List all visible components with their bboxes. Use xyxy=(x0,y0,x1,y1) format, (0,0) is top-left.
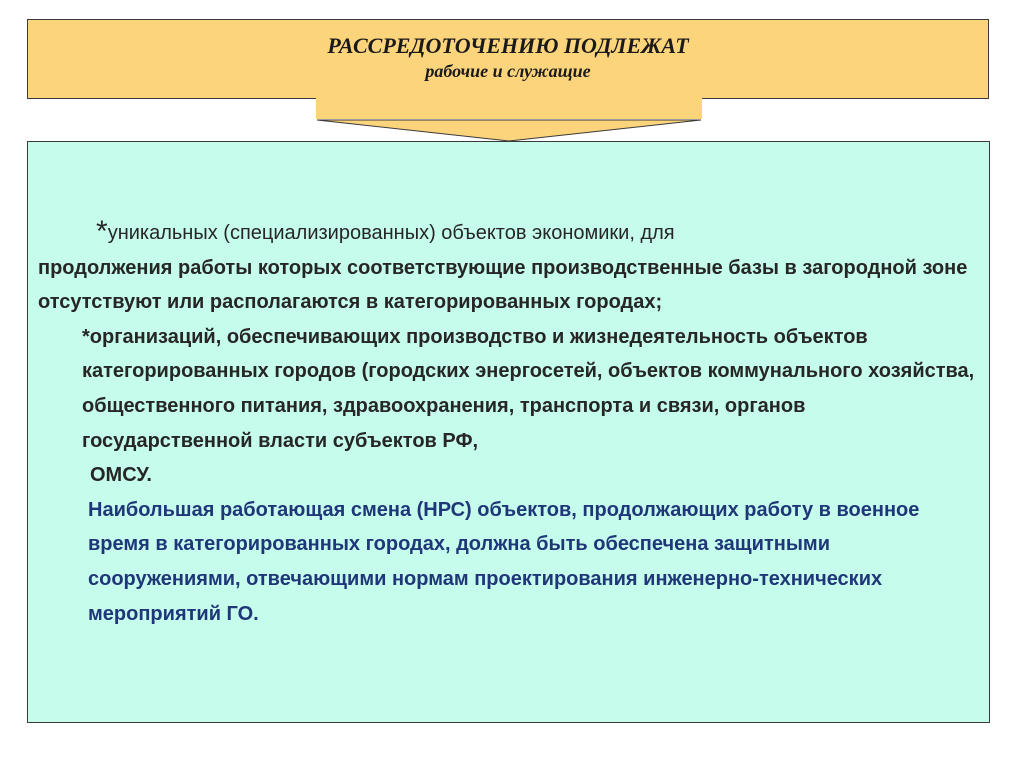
paragraph-nrs: Наибольшая работающая смена (НРС) объектов, продолжающих работу в военное время в категорированных городах, должна быть обеспечена защитными сооружениями, отвечающими нормам проектирования инженерно-технических мероприятий ГО. xyxy=(88,498,920,625)
paragraph-2-main: *организаций, обеспечивающих производство и жизнедеятельность объектов категорированных городов (городских энергосетей, объектов коммунального хозяйства, общественного питания, здравоохранения, транспорта и связи, органов государственной власти субъектов РФ, xyxy=(82,325,975,452)
paragraph-2-end: ОМСУ. xyxy=(90,464,152,487)
paragraph-organizations xyxy=(38,320,978,493)
bullet-star: * xyxy=(96,215,108,248)
header-box xyxy=(27,19,989,99)
content-text xyxy=(38,216,978,631)
content-box xyxy=(27,141,990,723)
paragraph-1-lead: уникальных (специализированных) объектов экономики, для xyxy=(107,222,675,244)
paragraph-1-rest: продолжения работы которых соответствующие производственные базы в загородной зоне отсутствуют или располагаются в категорированных городах; xyxy=(38,256,968,314)
header-subtitle: рабочие и служащие xyxy=(425,61,591,81)
paragraph-unique-objects xyxy=(38,216,978,251)
down-arrow-icon xyxy=(316,98,702,142)
header-title: РАССРЕДОТОЧЕНИЮ ПОДЛЕЖАТ xyxy=(327,33,689,58)
